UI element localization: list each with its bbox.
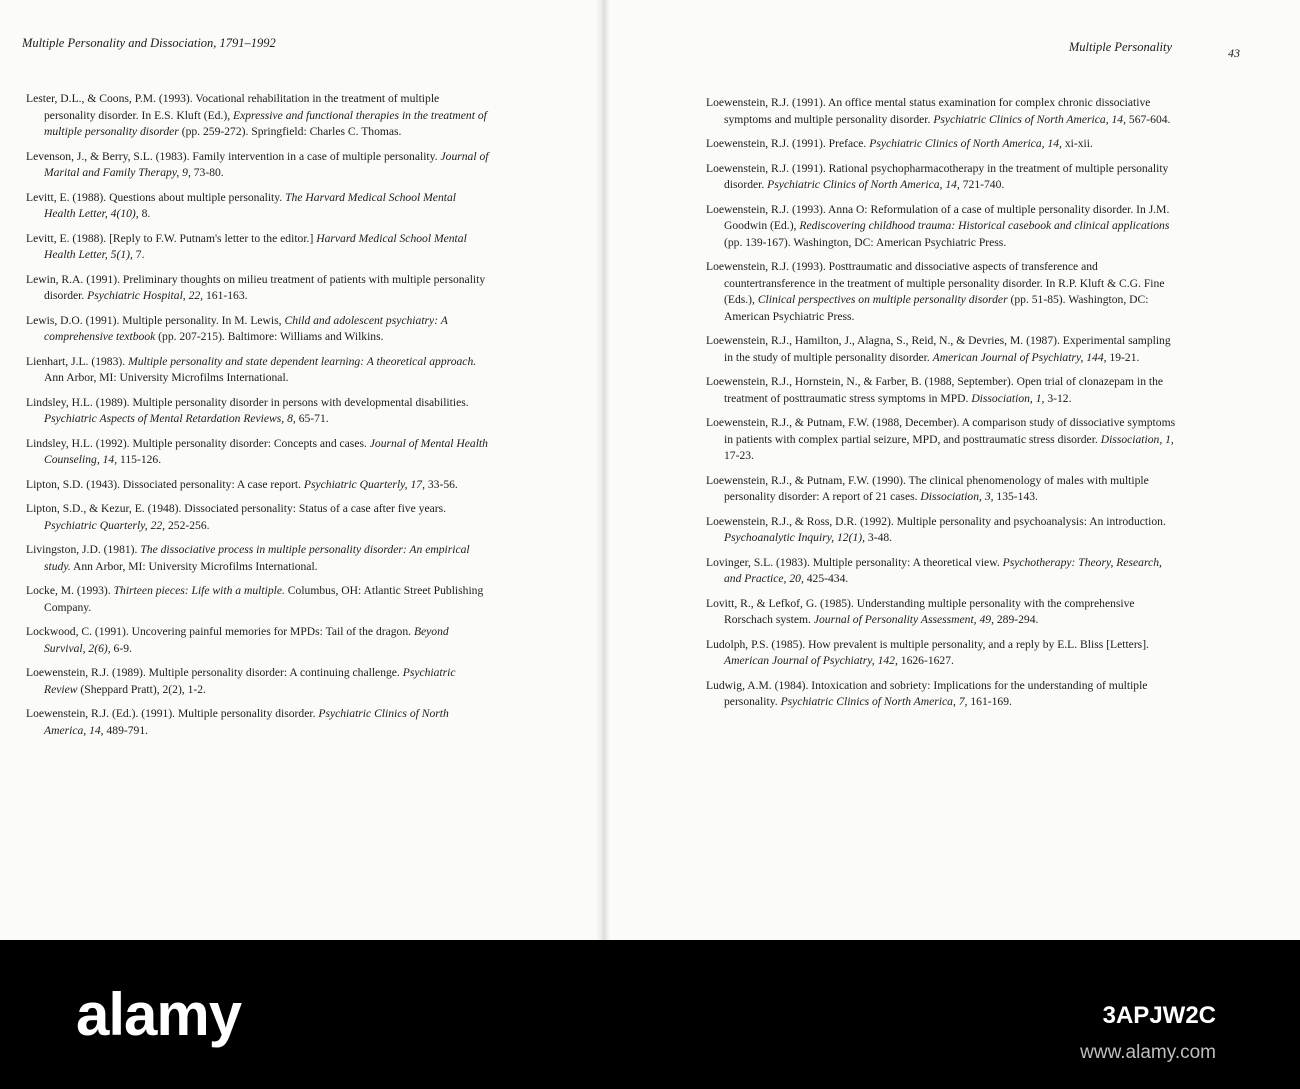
reference-entry	[26, 706, 490, 739]
left-reference-list	[26, 91, 490, 747]
reference-tail-text: 135-143.	[993, 490, 1038, 503]
reference-entry	[26, 149, 490, 182]
reference-plain-text: Ludwig, A.M. (1984). Intoxication and sobriety: Implications for the understanding of multiple personality.	[706, 678, 1148, 708]
reference-plain-text: Loewenstein, R.J. (1993). Anna O: Reformulation of a case of multiple personality disorder. In J.M. Goodwin (Ed.),	[706, 202, 1170, 232]
reference-plain-text: Loewenstein, R.J., Hamilton, J., Alagna, S., Reid, N., & Devries, M. (1987). Experimental sampling in the study of multiple personality disorder.	[706, 334, 1171, 364]
reference-entry	[26, 665, 490, 698]
reference-entry	[26, 395, 490, 428]
reference-plain-text: Levitt, E. (1988). Questions about multiple personality.	[26, 190, 286, 204]
reference-tail-text: 8.	[138, 207, 151, 220]
reference-entry	[706, 596, 1176, 629]
reference-italic-text: Child and adolescent psychiatry: A comprehensive textbook	[44, 313, 448, 343]
reference-italic-text: Rediscovering childhood trauma: Historical casebook and clinical applications	[799, 219, 1170, 232]
reference-tail-text: 161-169.	[967, 695, 1012, 708]
page-number: 43	[1228, 46, 1240, 60]
reference-italic-text: Psychiatric Clinics of North America, 14,	[869, 137, 1062, 150]
reference-entry	[26, 231, 490, 264]
reference-tail-text: 567-604.	[1126, 112, 1171, 126]
alamy-url: www.alamy.com	[1080, 1042, 1216, 1063]
reference-plain-text: Loewenstein, R.J. (1991). Preface.	[706, 137, 870, 150]
reference-italic-text: Journal of Mental Health Counseling, 14,	[44, 436, 488, 466]
reference-plain-text: Lewin, R.A. (1991). Preliminary thoughts on milieu treatment of patients with multiple personality disorder.	[26, 272, 486, 302]
right-reference-list	[706, 95, 1176, 719]
reference-italic-text: Psychiatric Quarterly, 22,	[44, 518, 166, 532]
reference-italic-text: Harvard Medical School Mental Health Letter, 5(1),	[44, 231, 467, 261]
reference-tail-text: 489-791.	[103, 723, 149, 737]
reference-plain-text: Loewenstein, R.J., & Ross, D.R. (1992). Multiple personality and psychoanalysis: An introduction.	[706, 514, 1166, 528]
reference-entry	[706, 514, 1176, 547]
reference-italic-text: Psychiatric Review	[44, 666, 456, 696]
image-id: 3APJW2C	[1102, 1002, 1216, 1029]
reference-entry	[706, 202, 1176, 252]
reference-italic-text: Expressive and functional therapies in the treatment of multiple personality disorder	[44, 108, 487, 138]
reference-italic-text: The dissociative process in multiple personality disorder: An empirical study.	[44, 543, 470, 573]
reference-entry	[26, 436, 490, 469]
reference-entry	[26, 272, 490, 305]
reference-italic-text: Psychiatric Clinics of North America, 7,	[780, 695, 968, 708]
reference-entry	[706, 555, 1176, 588]
reference-plain-text: Loewenstein, R.J. (1991). An office mental status examination for complex chronic dissociative symptoms and multiple personality disorder.	[706, 96, 1151, 126]
reference-entry	[26, 583, 490, 616]
reference-tail-text: 6-9.	[110, 641, 132, 655]
reference-italic-text: Clinical perspectives on multiple personality disorder	[757, 293, 1008, 306]
reference-plain-text: Ludolph, P.S. (1985). How prevalent is multiple personality, and a reply by E.L. Bliss [Letters].	[706, 637, 1149, 651]
reference-plain-text: Lewis, D.O. (1991). Multiple personality. In M. Lewis,	[26, 313, 285, 327]
reference-plain-text: Loewenstein, R.J. (1993). Posttraumatic and dissociative aspects of transference and countertransference in the treatment of multiple personality disorder. In R.P. Kluft & C.G. Fine (Eds.),	[706, 260, 1165, 306]
reference-italic-text: Psychoanalytic Inquiry, 12(1),	[724, 531, 866, 544]
reference-tail-text: (pp. 207-215). Baltimore: Williams and Wilkins.	[155, 330, 384, 343]
reference-plain-text: Loewenstein, R.J., & Putnam, F.W. (1988, December). A comparison study of dissociative symptoms in patients with complex partial seizure, MPD, and posttraumatic stress disorder.	[706, 416, 1176, 446]
reference-entry	[26, 542, 490, 575]
reference-italic-text: Psychotherapy: Theory, Research, and Practice, 20,	[724, 555, 1162, 585]
reference-entry	[706, 161, 1176, 194]
reference-plain-text: Loewenstein, R.J., Hornstein, N., & Farber, B. (1988, September). Open trial of clonazepam in the treatment of posttraumatic stress symptoms in MPD.	[706, 375, 1164, 405]
reference-plain-text: Lindsley, H.L. (1992). Multiple personality disorder: Concepts and cases.	[26, 436, 370, 450]
reference-tail-text: 19-21.	[1106, 350, 1140, 364]
reference-italic-text: Thirteen pieces: Life with a multiple.	[113, 584, 285, 597]
reference-entry	[706, 333, 1176, 366]
reference-plain-text: Levenson, J., & Berry, S.L. (1983). Family intervention in a case of multiple personality.	[26, 149, 441, 163]
reference-entry	[706, 136, 1176, 153]
reference-tail-text: 7.	[132, 248, 145, 261]
reference-tail-text: 73-80.	[190, 166, 224, 179]
reference-tail-text: 3-48.	[865, 531, 893, 544]
reference-tail-text: 161-163.	[203, 289, 248, 302]
reference-plain-text: Loewenstein, R.J. (1991). Rational psychopharmacotherapy in the treatment of multiple personality disorder.	[706, 161, 1169, 191]
reference-plain-text: Lovitt, R., & Lefkof, G. (1985). Understanding multiple personality with the comprehensive Rorschach system.	[706, 596, 1135, 626]
reference-tail-text: 3-12.	[1044, 391, 1072, 405]
reference-plain-text: Loewenstein, R.J. (1989). Multiple personality disorder: A continuing challenge.	[26, 666, 403, 679]
reference-italic-text: American Journal of Psychiatry, 144,	[932, 350, 1107, 364]
reference-plain-text: Lindsley, H.L. (1989). Multiple personality disorder in persons with developmental disabilities.	[26, 395, 469, 409]
reference-plain-text: Lovinger, S.L. (1983). Multiple personality: A theoretical view.	[706, 555, 1003, 569]
alamy-logo: alamy	[76, 981, 242, 1048]
reference-italic-text: Beyond Survival, 2(6),	[44, 625, 449, 655]
reference-tail-text: 721-740.	[959, 178, 1005, 191]
reference-tail-text: (pp. 51-85). Washington, DC: American Psychiatric Press.	[724, 293, 1149, 323]
reference-tail-text: 252-256.	[165, 518, 210, 532]
reference-plain-text: Lester, D.L., & Coons, P.M. (1993). Vocational rehabilitation in the treatment of multiple personality disorder. In E.S. Kluft (Ed.),	[26, 92, 440, 122]
left-page	[0, 0, 596, 940]
reference-tail-text: 289-294.	[993, 613, 1039, 626]
reference-italic-text: Psychiatric Clinics of North America, 14,	[44, 707, 449, 737]
left-running-head: Multiple Personality and Dissociation, 1791–1992	[22, 36, 276, 50]
reference-entry	[26, 501, 490, 534]
reference-italic-text: Journal of Marital and Family Therapy, 9,	[44, 149, 489, 179]
reference-plain-text: Lienhart, J.L. (1983).	[26, 354, 129, 368]
reference-plain-text: Locke, M. (1993).	[26, 584, 114, 597]
right-page	[610, 0, 1300, 940]
reference-tail-text: xi-xii.	[1061, 137, 1093, 150]
reference-plain-text: Lockwood, C. (1991). Uncovering painful memories for MPDs: Tail of the dragon.	[26, 625, 414, 638]
reference-tail-text: 65-71.	[295, 412, 329, 425]
reference-entry	[706, 259, 1176, 325]
reference-entry	[706, 95, 1176, 128]
reference-italic-text: Dissociation, 1,	[1100, 432, 1174, 446]
reference-tail-text: Columbus, OH: Atlantic Street Publishing Company.	[44, 584, 484, 614]
reference-entry	[706, 637, 1176, 670]
reference-italic-text: Psychiatric Clinics of North America, 14,	[933, 112, 1126, 126]
reference-plain-text: Lipton, S.D., & Kezur, E. (1948). Dissociated personality: Status of a case after five years.	[26, 502, 447, 515]
reference-entry	[706, 374, 1176, 407]
reference-tail-text: 425-434.	[803, 572, 849, 585]
reference-italic-text: The Harvard Medical School Mental Health Letter, 4(10),	[44, 190, 456, 220]
reference-plain-text: Livingston, J.D. (1981).	[26, 543, 141, 556]
reference-entry	[706, 678, 1176, 711]
reference-tail-text: (Sheppard Pratt), 2(2), 1-2.	[77, 682, 206, 696]
reference-tail-text: 33-56.	[424, 477, 458, 491]
reference-plain-text: Loewenstein, R.J. (Ed.). (1991). Multiple personality disorder.	[26, 707, 319, 720]
reference-italic-text: Psychiatric Aspects of Mental Retardation Reviews, 8,	[44, 412, 296, 425]
reference-entry	[26, 91, 490, 141]
reference-entry	[26, 624, 490, 657]
reference-italic-text: Psychiatric Hospital, 22,	[87, 289, 204, 302]
reference-entry	[26, 354, 490, 387]
reference-italic-text: Multiple personality and state dependent learning: A theoretical approach.	[128, 354, 477, 368]
reference-tail-text: 1626-1627.	[897, 654, 954, 667]
reference-tail-text: Ann Arbor, MI: University Microfilms International.	[44, 371, 289, 384]
book-gutter	[596, 0, 610, 940]
reference-plain-text: Levitt, E. (1988). [Reply to F.W. Putnam's letter to the editor.]	[26, 231, 317, 245]
reference-tail-text: (pp. 139-167). Washington, DC: American Psychiatric Press.	[724, 235, 1007, 249]
reference-tail-text: Ann Arbor, MI: University Microfilms International.	[70, 559, 318, 573]
reference-tail-text: (pp. 259-272). Springfield: Charles C. Thomas.	[178, 125, 402, 138]
reference-italic-text: Psychiatric Quarterly, 17,	[303, 477, 425, 491]
reference-entry	[706, 473, 1176, 506]
reference-plain-text: Lipton, S.D. (1943). Dissociated personality: A case report.	[26, 477, 304, 491]
reference-italic-text: Psychiatric Clinics of North America, 14,	[767, 178, 960, 191]
reference-plain-text: Loewenstein, R.J., & Putnam, F.W. (1990). The clinical phenomenology of males with multiple personality disorder: A report of 21 cases.	[706, 473, 1149, 503]
reference-italic-text: Journal of Personality Assessment, 49,	[813, 613, 994, 626]
reference-italic-text: Dissociation, 3,	[920, 490, 994, 503]
reference-entry	[26, 477, 490, 494]
right-running-head: Multiple Personality	[1068, 40, 1172, 54]
reference-italic-text: Dissociation, 1,	[971, 391, 1045, 405]
reference-entry	[26, 190, 490, 223]
reference-entry	[706, 415, 1176, 465]
reference-tail-text: 17-23.	[724, 449, 754, 462]
reference-entry	[26, 313, 490, 346]
reference-tail-text: 115-126.	[117, 453, 162, 466]
reference-italic-text: American Journal of Psychiatry, 142,	[724, 654, 898, 667]
